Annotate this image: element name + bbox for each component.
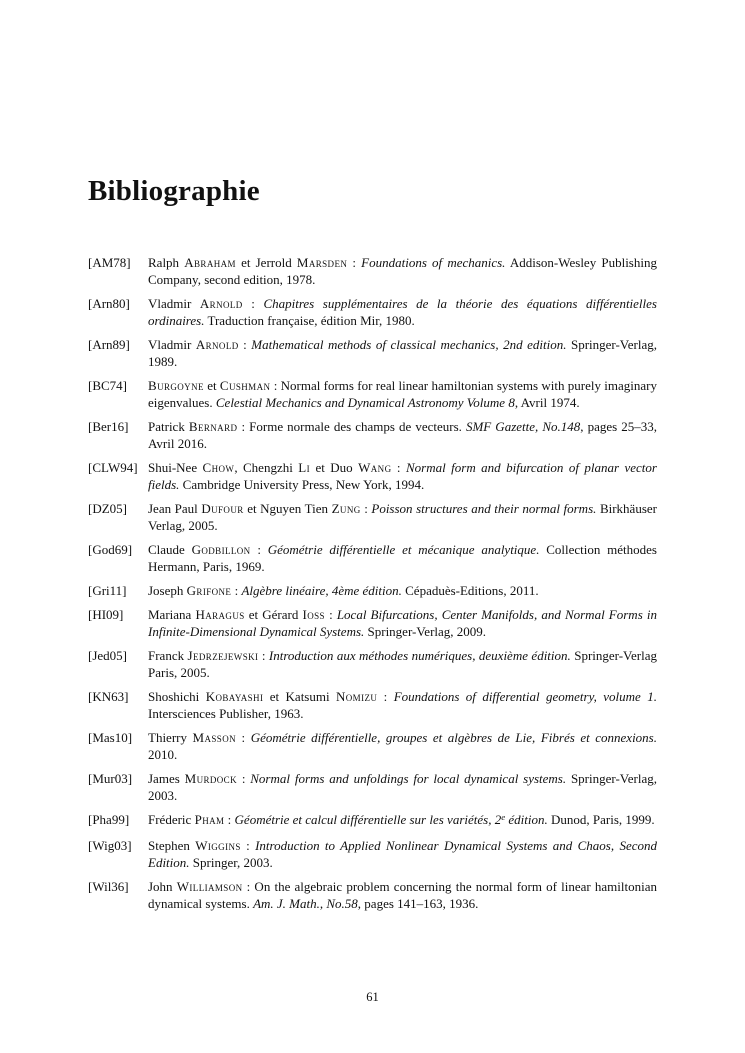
entry-label: [BC74] (88, 378, 127, 394)
entry-label: [Ber16] (88, 419, 129, 435)
entry-text: Ralph Abraham et Jerrold Marsden : Foundations of mechanics. Addison-Wesley Publishing Company, second edition, 1978. (148, 255, 657, 288)
entry-label: [Arn80] (88, 296, 130, 312)
page-number: 61 (366, 990, 379, 1004)
entry-label: [DZ05] (88, 501, 127, 517)
entry-text: James Murdock : Normal forms and unfoldings for local dynamical systems. Springer-Verlag, 2003. (148, 771, 657, 804)
bibliography-entry (88, 811, 657, 830)
entry-text: Jean Paul Dufour et Nguyen Tien Zung : Poisson structures and their normal forms. Birkhäuser Verlag, 2005. (148, 501, 657, 534)
entry-text: Claude Godbillon : Géométrie différentielle et mécanique analytique. Collection méthodes Hermann, Paris, 1969. (148, 542, 657, 575)
entry-text: John Williamson : On the algebraic problem concerning the normal form of linear hamiltonian dynamical systems. Am. J. Math., No.58, pages 141–163, 1936. (148, 879, 658, 912)
bibliography-entry (88, 500, 657, 534)
entry-text: Fréderic Pham : Géométrie et calcul différentielle sur les variétés, 2e édition. Dunod, Paris, 1999. (148, 812, 655, 828)
bibliography-entry (88, 295, 657, 329)
entry-label: [God69] (88, 542, 133, 558)
entry-label: [Gri11] (88, 583, 127, 599)
bibliography-entry (88, 336, 657, 370)
bibliography-entry (88, 254, 657, 288)
bibliography-entry (88, 606, 657, 640)
entry-label: [KN63] (88, 689, 129, 705)
bibliography-entry (88, 729, 657, 763)
bibliography-entry (88, 418, 657, 452)
page-title: Bibliographie (88, 175, 260, 207)
entry-label: [Pha99] (88, 812, 130, 828)
entry-text: Patrick Bernard : Forme normale des champs de vecteurs. SMF Gazette, No.148, pages 25–33, Avril 2016. (148, 419, 658, 452)
entry-label: [Jed05] (88, 648, 127, 664)
entry-label: [Mas10] (88, 730, 133, 746)
entry-text: Thierry Masson : Géométrie différentielle, groupes et algèbres de Lie, Fibrés et connexions. 2010. (148, 730, 657, 763)
bibliography-entry (88, 582, 657, 599)
entry-label: [Mur03] (88, 771, 133, 787)
entry-label: [AM78] (88, 255, 131, 271)
bibliography-entry (88, 541, 657, 575)
bibliography-entry (88, 688, 657, 722)
bibliography-entry (88, 377, 657, 411)
entry-text: Vladmir Arnold : Mathematical methods of classical mechanics, 2nd edition. Springer-Verlag, 1989. (148, 337, 657, 370)
entry-label: [Wil36] (88, 879, 129, 895)
bibliography-entry (88, 878, 657, 912)
entry-text: Vladmir Arnold : Chapitres supplémentaires de la théorie des équations différentielles ordinaires. Traduction française, édition Mir, 1980. (148, 296, 657, 329)
entry-label: [HI09] (88, 607, 124, 623)
bibliography-entry (88, 837, 657, 871)
entry-text: Franck Jedrzejewski : Introduction aux méthodes numériques, deuxième édition. Springer-Verlag Paris, 2005. (148, 648, 657, 681)
entry-text: Stephen Wiggins : Introduction to Applied Nonlinear Dynamical Systems and Chaos, Second Edition. Springer, 2003. (148, 838, 657, 871)
bibliography-entry (88, 459, 657, 493)
bibliography-entry (88, 647, 657, 681)
entry-text: Shui-Nee Chow, Chengzhi Li et Duo Wang : Normal form and bifurcation of planar vector fields. Cambridge University Press, New York, 1994. (148, 460, 657, 493)
entry-text: Mariana Haragus et Gérard Ioss : Local Bifurcations, Center Manifolds, and Normal Forms in Infinite-Dimensional Dynamical Systems. Springer-Verlag, 2009. (148, 607, 657, 640)
entry-text: Shoshichi Kobayashi et Katsumi Nomizu : Foundations of differential geometry, volume 1. Intersciences Publisher, 1963. (148, 689, 657, 722)
bibliography-list (88, 254, 657, 912)
bibliography-entry (88, 770, 657, 804)
entry-text: Joseph Grifone : Algèbre linéaire, 4ème édition. Cépaduès-Editions, 2011. (148, 583, 539, 599)
entry-label: [Wig03] (88, 838, 132, 854)
entry-text: Burgoyne et Cushman : Normal forms for real linear hamiltonian systems with purely imaginary eigenvalues. Celestial Mechanics and Dynamical Astronomy Volume 8, Avril 1974. (148, 378, 657, 411)
entry-label: [CLW94] (88, 460, 138, 476)
entry-label: [Arn89] (88, 337, 130, 353)
